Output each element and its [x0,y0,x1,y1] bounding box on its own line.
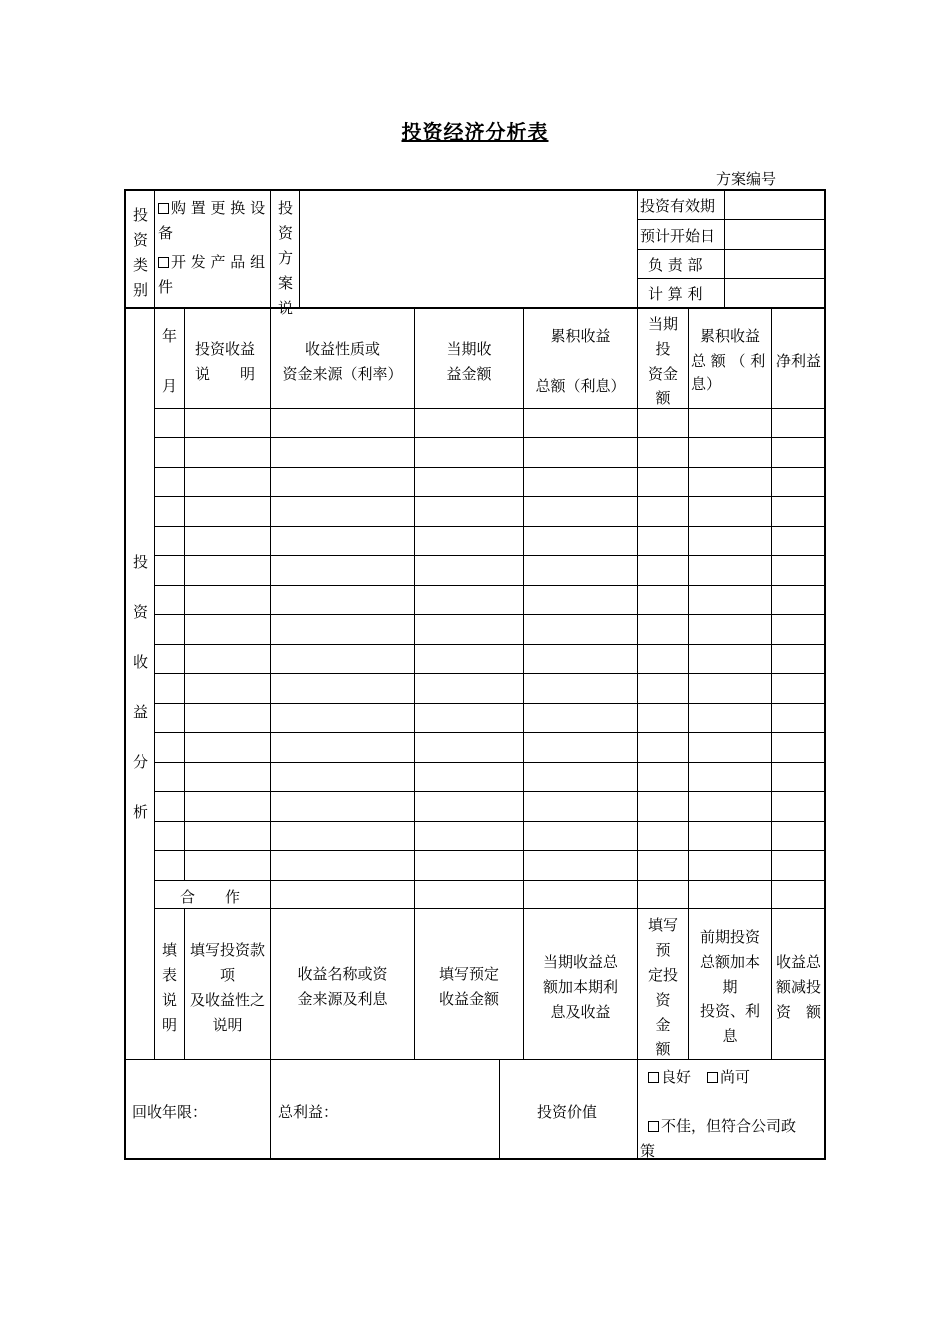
info-label-start-date: 预计开始日 [640,227,716,245]
option-poor-cont: 策 [640,1142,656,1160]
total-profit-label: 总利益： [278,1103,339,1121]
info-field-validity[interactable] [725,190,825,219]
header-net-profit: 净利益 [775,352,821,370]
info-field-department[interactable] [725,250,825,278]
option-acceptable[interactable]: 尚可 [707,1065,750,1090]
checkbox-icon[interactable] [158,203,169,214]
option-develop-components[interactable]: 开 发 产 品 组 件 [158,253,266,296]
payback-period-label: 回收年限： [132,1103,208,1121]
plan-description-label: 投 资 方 案 说 [278,199,294,317]
option-poor[interactable]: 不佳，但符合公司政 [648,1114,796,1139]
option-good[interactable]: 良好 [648,1065,691,1090]
info-label-interest: 计 算 利 [648,285,703,303]
plan-description-field[interactable] [300,190,637,307]
total-row-label: 合 作 [180,888,241,906]
checkbox-icon[interactable] [707,1072,718,1083]
option-purchase-equipment[interactable]: 购 置 更 换 设 备 [158,199,266,242]
info-label-validity: 投资有效期 [640,197,716,215]
checkbox-icon[interactable] [158,257,169,268]
checkbox-icon[interactable] [648,1121,659,1132]
info-field-interest[interactable] [725,279,825,307]
info-field-start-date[interactable] [725,220,825,249]
investment-value-label: 投资价值 [537,1103,598,1121]
checkbox-icon[interactable] [648,1072,659,1083]
form-title: 投资经济分析表 [401,120,549,144]
plan-number-label: 方案编号 [716,170,777,188]
info-label-department: 负 责 部 [648,256,703,274]
